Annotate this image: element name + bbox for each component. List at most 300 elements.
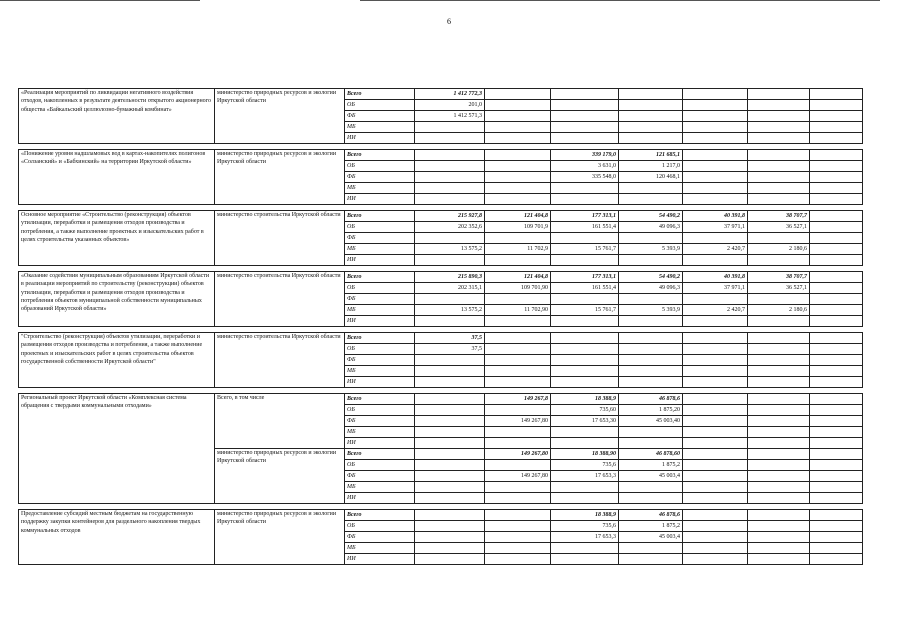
amount-cell: [683, 161, 748, 172]
funding-source-cell: МБ: [345, 122, 415, 133]
amount-cell: [415, 294, 485, 305]
amount-cell: [683, 150, 748, 161]
table-row: [19, 272, 863, 283]
amount-cell: 121 404,8: [485, 211, 551, 222]
activity-description: «Понижение уровня надшламовых вод в картах-накопителях полигонов «Солзанский» и «Бабхинский» на территории Иркутской области»: [19, 150, 215, 205]
amount-cell: [683, 405, 748, 416]
empty-cell: [810, 543, 863, 554]
amount-cell: 149 267,80: [485, 449, 551, 460]
amount-cell: [683, 333, 748, 344]
amount-cell: [748, 150, 810, 161]
amount-cell: [415, 150, 485, 161]
amount-cell: [619, 493, 683, 504]
table-row: [19, 333, 863, 344]
amount-cell: [551, 122, 619, 133]
table-row: [19, 211, 863, 222]
funding-source-cell: Всего: [345, 449, 415, 460]
amount-cell: [683, 543, 748, 554]
empty-cell: [810, 283, 863, 294]
funding-source-cell: Всего: [345, 211, 415, 222]
amount-cell: [683, 554, 748, 565]
amount-cell: [748, 122, 810, 133]
empty-cell: [810, 233, 863, 244]
funding-source-cell: Всего: [345, 272, 415, 283]
amount-cell: [748, 482, 810, 493]
amount-cell: [415, 316, 485, 327]
empty-cell: [810, 305, 863, 316]
amount-cell: [619, 294, 683, 305]
amount-cell: [683, 394, 748, 405]
funding-source-cell: МБ: [345, 244, 415, 255]
amount-cell: [415, 233, 485, 244]
amount-cell: [619, 482, 683, 493]
funding-source-cell: ИИ: [345, 554, 415, 565]
amount-cell: [551, 482, 619, 493]
amount-cell: 54 490,2: [619, 272, 683, 283]
amount-cell: [748, 405, 810, 416]
amount-cell: 202 315,1: [415, 283, 485, 294]
amount-cell: [551, 427, 619, 438]
empty-cell: [810, 405, 863, 416]
amount-cell: [551, 493, 619, 504]
amount-cell: [551, 366, 619, 377]
amount-cell: [619, 366, 683, 377]
amount-cell: [748, 554, 810, 565]
empty-cell: [810, 133, 863, 144]
amount-cell: [748, 333, 810, 344]
amount-cell: [485, 532, 551, 543]
amount-cell: [748, 460, 810, 471]
amount-cell: [619, 255, 683, 266]
amount-cell: 37 971,1: [683, 283, 748, 294]
empty-cell: [810, 89, 863, 100]
responsible-executor: министерство природных ресурсов и экологии Иркутской области: [215, 89, 345, 144]
amount-cell: [683, 316, 748, 327]
amount-cell: [415, 438, 485, 449]
amount-cell: 5 393,9: [619, 244, 683, 255]
amount-cell: [683, 366, 748, 377]
amount-cell: [748, 427, 810, 438]
funding-source-cell: ФБ: [345, 471, 415, 482]
amount-cell: [485, 333, 551, 344]
amount-cell: [683, 133, 748, 144]
amount-cell: 335 548,0: [551, 172, 619, 183]
amount-cell: [485, 521, 551, 532]
amount-cell: [748, 233, 810, 244]
empty-cell: [810, 294, 863, 305]
amount-cell: [683, 416, 748, 427]
program-funding-table: [18, 88, 863, 565]
amount-cell: [748, 344, 810, 355]
amount-cell: 13 575,2: [415, 244, 485, 255]
amount-cell: [683, 183, 748, 194]
amount-cell: 735,60: [551, 405, 619, 416]
amount-cell: [551, 316, 619, 327]
amount-cell: 18 388,9: [551, 394, 619, 405]
empty-cell: [810, 427, 863, 438]
amount-cell: 1 412 571,3: [415, 111, 485, 122]
amount-cell: 2 420,7: [683, 244, 748, 255]
amount-cell: [683, 172, 748, 183]
empty-cell: [810, 316, 863, 327]
amount-cell: 161 551,4: [551, 283, 619, 294]
amount-cell: [619, 183, 683, 194]
amount-cell: 161 551,4: [551, 222, 619, 233]
amount-cell: [551, 543, 619, 554]
amount-cell: [415, 543, 485, 554]
amount-cell: [415, 122, 485, 133]
amount-cell: [485, 100, 551, 111]
activity-description: Предоставление субсидий местным бюджетам на государственную поддержку закупки контейнеров для раздельного накопления твердых коммунальных отходов: [19, 510, 215, 565]
amount-cell: [748, 316, 810, 327]
empty-cell: [810, 554, 863, 565]
empty-cell: [810, 510, 863, 521]
amount-cell: [619, 355, 683, 366]
amount-cell: [485, 111, 551, 122]
amount-cell: [748, 449, 810, 460]
amount-cell: [748, 194, 810, 205]
amount-cell: 121 685,1: [619, 150, 683, 161]
funding-source-cell: ОБ: [345, 405, 415, 416]
amount-cell: [485, 172, 551, 183]
amount-cell: [485, 122, 551, 133]
funding-source-cell: ИИ: [345, 255, 415, 266]
amount-cell: [415, 255, 485, 266]
amount-cell: 37,5: [415, 344, 485, 355]
funding-source-cell: ОБ: [345, 344, 415, 355]
empty-cell: [810, 493, 863, 504]
funding-source-cell: ОБ: [345, 460, 415, 471]
funding-source-cell: МБ: [345, 427, 415, 438]
activity-description: "Строительство (реконструкция) объектов утилизации, переработки и размещения отходов производства и потребления, а также выполнение проектных и изыскательских работ в целях строительства объектов государственной собственности Иркутской области": [19, 333, 215, 388]
amount-cell: [748, 543, 810, 554]
amount-cell: [415, 427, 485, 438]
amount-cell: [619, 100, 683, 111]
amount-cell: 45 003,4: [619, 532, 683, 543]
empty-cell: [810, 355, 863, 366]
amount-cell: 11 702,9: [485, 244, 551, 255]
amount-cell: [485, 460, 551, 471]
amount-cell: [485, 482, 551, 493]
amount-cell: [748, 416, 810, 427]
amount-cell: [551, 194, 619, 205]
amount-cell: [415, 532, 485, 543]
amount-cell: [485, 233, 551, 244]
amount-cell: 46 878,60: [619, 449, 683, 460]
amount-cell: [748, 161, 810, 172]
amount-cell: [683, 122, 748, 133]
amount-cell: [551, 255, 619, 266]
empty-cell: [810, 394, 863, 405]
amount-cell: 45 003,4: [619, 471, 683, 482]
amount-cell: 2 180,6: [748, 305, 810, 316]
amount-cell: [415, 521, 485, 532]
amount-cell: [415, 183, 485, 194]
amount-cell: [619, 122, 683, 133]
table-row: [19, 150, 863, 161]
funding-source-cell: ФБ: [345, 172, 415, 183]
scan-edge-line: [360, 0, 880, 1]
amount-cell: [683, 471, 748, 482]
empty-cell: [810, 482, 863, 493]
amount-cell: 1 217,0: [619, 161, 683, 172]
amount-cell: [551, 111, 619, 122]
amount-cell: [485, 543, 551, 554]
page-number: 6: [447, 17, 451, 26]
amount-cell: [551, 355, 619, 366]
empty-cell: [810, 377, 863, 388]
amount-cell: [485, 89, 551, 100]
funding-source-cell: ИИ: [345, 493, 415, 504]
funding-source-cell: ФБ: [345, 355, 415, 366]
amount-cell: [748, 377, 810, 388]
amount-cell: 38 707,7: [748, 211, 810, 222]
amount-cell: [485, 355, 551, 366]
table-row: [19, 510, 863, 521]
amount-cell: [683, 532, 748, 543]
amount-cell: [748, 172, 810, 183]
amount-cell: [619, 194, 683, 205]
amount-cell: [619, 233, 683, 244]
amount-cell: [485, 150, 551, 161]
amount-cell: [748, 183, 810, 194]
amount-cell: 37,5: [415, 333, 485, 344]
amount-cell: [415, 510, 485, 521]
empty-cell: [810, 211, 863, 222]
amount-cell: 1 875,2: [619, 460, 683, 471]
amount-cell: [485, 405, 551, 416]
amount-cell: 2 180,6: [748, 244, 810, 255]
amount-cell: [415, 460, 485, 471]
funding-source-cell: ФБ: [345, 532, 415, 543]
amount-cell: 54 490,2: [619, 211, 683, 222]
funding-source-cell: ОБ: [345, 521, 415, 532]
funding-source-cell: МБ: [345, 366, 415, 377]
amount-cell: [683, 460, 748, 471]
activity-description: «Оказание содействия муниципальным образованиям Иркутской области в реализации мероприятий по строительству (реконструкции) объектов утилизации, переработки и размещения отходов производства и потребления объектов муниципальной собственности муниципальных образований Иркутской области»: [19, 272, 215, 327]
funding-source-cell: ФБ: [345, 111, 415, 122]
amount-cell: [683, 194, 748, 205]
amount-cell: 215 890,3: [415, 272, 485, 283]
amount-cell: 17 653,3: [551, 532, 619, 543]
empty-cell: [810, 460, 863, 471]
amount-cell: [748, 493, 810, 504]
responsible-executor: министерство строительства Иркутской области: [215, 211, 345, 266]
amount-cell: [415, 554, 485, 565]
amount-cell: [485, 510, 551, 521]
amount-cell: [619, 427, 683, 438]
amount-cell: [683, 344, 748, 355]
empty-cell: [810, 100, 863, 111]
empty-cell: [810, 172, 863, 183]
empty-cell: [810, 344, 863, 355]
amount-cell: 3 631,0: [551, 161, 619, 172]
amount-cell: 215 927,8: [415, 211, 485, 222]
amount-cell: [415, 133, 485, 144]
amount-cell: [551, 438, 619, 449]
empty-cell: [810, 161, 863, 172]
empty-cell: [810, 183, 863, 194]
amount-cell: 735,6: [551, 460, 619, 471]
amount-cell: [683, 294, 748, 305]
responsible-executor: Всего, в том числе: [215, 394, 345, 449]
table-row: [19, 394, 863, 405]
empty-cell: [810, 532, 863, 543]
empty-cell: [810, 449, 863, 460]
funding-source-cell: ИИ: [345, 194, 415, 205]
amount-cell: [485, 427, 551, 438]
amount-cell: [683, 493, 748, 504]
empty-cell: [810, 438, 863, 449]
amount-cell: [683, 89, 748, 100]
amount-cell: [485, 366, 551, 377]
funding-source-cell: ИИ: [345, 438, 415, 449]
amount-cell: [748, 366, 810, 377]
funding-source-cell: Всего: [345, 510, 415, 521]
funding-source-cell: ОБ: [345, 161, 415, 172]
amount-cell: [619, 133, 683, 144]
amount-cell: [551, 183, 619, 194]
amount-cell: 49 096,3: [619, 283, 683, 294]
amount-cell: [415, 194, 485, 205]
amount-cell: [415, 377, 485, 388]
responsible-executor: министерство природных ресурсов и экологии Иркутской области: [215, 449, 345, 504]
empty-cell: [810, 255, 863, 266]
amount-cell: 45 003,40: [619, 416, 683, 427]
amount-cell: [485, 377, 551, 388]
amount-cell: [485, 554, 551, 565]
amount-cell: 201,0: [415, 100, 485, 111]
amount-cell: [683, 377, 748, 388]
amount-cell: 177 313,1: [551, 272, 619, 283]
amount-cell: [415, 405, 485, 416]
amount-cell: [485, 183, 551, 194]
amount-cell: [485, 194, 551, 205]
amount-cell: [551, 344, 619, 355]
amount-cell: 1 412 772,3: [415, 89, 485, 100]
funding-source-cell: ИИ: [345, 316, 415, 327]
amount-cell: [415, 161, 485, 172]
amount-cell: 46 878,6: [619, 394, 683, 405]
amount-cell: [415, 355, 485, 366]
amount-cell: [415, 482, 485, 493]
amount-cell: [619, 377, 683, 388]
funding-source-cell: ИИ: [345, 377, 415, 388]
amount-cell: 40 391,8: [683, 211, 748, 222]
amount-cell: [485, 255, 551, 266]
empty-cell: [810, 122, 863, 133]
amount-cell: 37 971,1: [683, 222, 748, 233]
amount-cell: [748, 89, 810, 100]
amount-cell: [683, 111, 748, 122]
responsible-executor: министерство строительства Иркутской области: [215, 333, 345, 388]
empty-cell: [810, 272, 863, 283]
amount-cell: 120 468,1: [619, 172, 683, 183]
amount-cell: [748, 510, 810, 521]
amount-cell: [619, 554, 683, 565]
amount-cell: [619, 111, 683, 122]
amount-cell: [683, 255, 748, 266]
amount-cell: 11 702,90: [485, 305, 551, 316]
amount-cell: [619, 89, 683, 100]
amount-cell: [683, 510, 748, 521]
amount-cell: 2 420,7: [683, 305, 748, 316]
amount-cell: [415, 172, 485, 183]
amount-cell: 17 653,3: [551, 471, 619, 482]
amount-cell: 149 267,80: [485, 471, 551, 482]
amount-cell: [683, 355, 748, 366]
amount-cell: [748, 100, 810, 111]
amount-cell: 202 352,6: [415, 222, 485, 233]
amount-cell: 17 653,30: [551, 416, 619, 427]
funding-source-cell: Всего: [345, 333, 415, 344]
empty-cell: [810, 471, 863, 482]
funding-source-cell: МБ: [345, 305, 415, 316]
amount-cell: [485, 316, 551, 327]
amount-cell: [551, 333, 619, 344]
empty-cell: [810, 521, 863, 532]
activity-description: Региональный проект Иркутской области «Комплексная система обращения с твердыми коммунальными отходами»: [19, 394, 215, 504]
amount-cell: [683, 100, 748, 111]
funding-source-cell: Всего: [345, 394, 415, 405]
amount-cell: [619, 344, 683, 355]
amount-cell: [485, 161, 551, 172]
funding-source-cell: МБ: [345, 183, 415, 194]
amount-cell: [683, 482, 748, 493]
amount-cell: [619, 543, 683, 554]
empty-cell: [810, 333, 863, 344]
amount-cell: 40 391,8: [683, 272, 748, 283]
amount-cell: 15 761,7: [551, 244, 619, 255]
amount-cell: 38 707,7: [748, 272, 810, 283]
amount-cell: 36 527,1: [748, 283, 810, 294]
amount-cell: 1 875,2: [619, 521, 683, 532]
amount-cell: [551, 294, 619, 305]
amount-cell: [551, 100, 619, 111]
funding-source-cell: ОБ: [345, 283, 415, 294]
amount-cell: [748, 521, 810, 532]
amount-cell: 18 388,90: [551, 449, 619, 460]
empty-cell: [810, 150, 863, 161]
activity-description: Основное мероприятие «Строительство (реконструкция) объектов утилизации, переработки и размещения отходов производства и потребления, а также выполнение проектных и изыскательских работ в целях строительства указанных объектов»: [19, 211, 215, 266]
amount-cell: [415, 394, 485, 405]
amount-cell: [619, 333, 683, 344]
empty-cell: [810, 244, 863, 255]
funding-source-cell: ФБ: [345, 233, 415, 244]
amount-cell: 49 096,3: [619, 222, 683, 233]
amount-cell: [683, 427, 748, 438]
scan-edge-line: [0, 0, 200, 1]
funding-source-cell: Всего: [345, 89, 415, 100]
funding-source-cell: ИИ: [345, 133, 415, 144]
funding-source-cell: МБ: [345, 543, 415, 554]
amount-cell: [485, 133, 551, 144]
amount-cell: 18 388,9: [551, 510, 619, 521]
funding-source-cell: ОБ: [345, 222, 415, 233]
amount-cell: 339 179,0: [551, 150, 619, 161]
amount-cell: [415, 449, 485, 460]
amount-cell: 121 404,8: [485, 272, 551, 283]
empty-cell: [810, 416, 863, 427]
amount-cell: [748, 355, 810, 366]
amount-cell: [415, 471, 485, 482]
amount-cell: 109 701,90: [485, 283, 551, 294]
funding-source-cell: ФБ: [345, 416, 415, 427]
amount-cell: [748, 294, 810, 305]
amount-cell: 149 267,80: [485, 416, 551, 427]
amount-cell: [683, 233, 748, 244]
amount-cell: 46 878,6: [619, 510, 683, 521]
